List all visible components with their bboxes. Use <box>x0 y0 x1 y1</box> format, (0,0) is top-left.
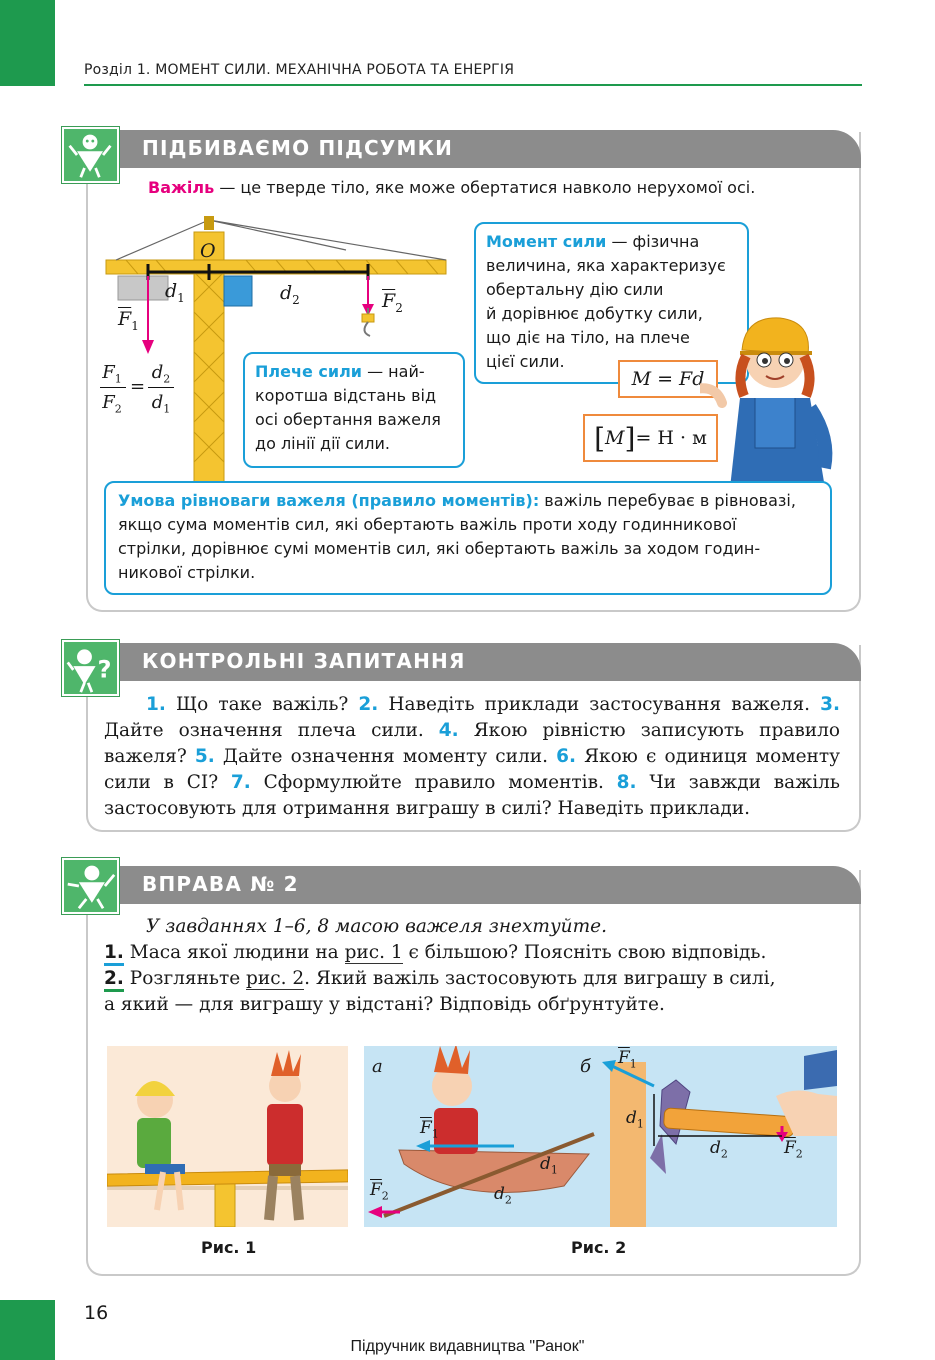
hammer-F1-letter: $\overline{F}$ <box>618 1048 630 1068</box>
summary-title: ПІДБИВАЄМО ПІДСУМКИ <box>142 136 454 160</box>
question-1-text: Що таке важіль? <box>165 694 359 715</box>
ratio-den-right: d <box>151 392 164 413</box>
questions-header <box>118 643 861 681</box>
fig2-hammer-d1 <box>626 1108 644 1130</box>
task-1-text-b: є більшою? Поясніть свою відповідь. <box>402 942 767 963</box>
task-1-text-a: Маса якої людини на <box>123 942 345 963</box>
equilibrium-rule-box <box>104 481 832 595</box>
task-2-number: 2. <box>104 968 124 992</box>
moment-line-3: й дорівнює добутку сили, <box>486 304 703 323</box>
question-5-text: Дайте означення моменту сили. <box>214 746 557 767</box>
d2-letter: d <box>280 282 293 304</box>
crane-label-F2 <box>382 290 403 315</box>
exercise-title: ВПРАВА № 2 <box>142 872 299 896</box>
question-4-number: 4. <box>438 720 459 741</box>
lever-ratio-formula <box>100 362 180 422</box>
crane-label-O: O <box>200 240 216 262</box>
exercise-header <box>118 866 861 904</box>
F1-sub: 1 <box>131 318 139 333</box>
figure-2b-label: б <box>580 1056 591 1077</box>
F2-letter: $\overline{F}$ <box>382 290 396 312</box>
F2-sub: 2 <box>395 300 403 315</box>
hammer-d1-sub: 1 <box>636 1117 644 1131</box>
equilibrium-line-3: никової стрілки. <box>118 563 256 582</box>
fig2-hammer-F1 <box>618 1048 637 1070</box>
hammer-d2-sub: 2 <box>720 1147 728 1161</box>
arm-term: Плече сили <box>255 362 362 381</box>
exercise-task-2-cont: а який — для виграшу у відстані? Відповідь обґрунтуйте. <box>104 994 665 1015</box>
fig2-hammer-d2 <box>710 1138 728 1160</box>
moment-unit-box <box>583 414 718 462</box>
fig2-boat-d1 <box>540 1154 558 1176</box>
moment-formula-box: M = Fd <box>618 360 718 398</box>
exercise-mascot-icon <box>62 858 119 914</box>
question-3-number: 3. <box>820 694 840 715</box>
publisher-footer: Підручник видавництва "Ранок" <box>350 1338 585 1355</box>
boat-d1-letter: d <box>540 1154 551 1174</box>
fig2-boat-d2 <box>494 1184 512 1206</box>
questions-title: КОНТРОЛЬНІ ЗАПИТАННЯ <box>142 649 466 673</box>
fig2-boat-F1 <box>420 1118 439 1140</box>
F1-letter: $\overline{F}$ <box>118 308 132 330</box>
summary-header <box>118 130 861 168</box>
figure-2-caption: Рис. 2 <box>571 1238 627 1257</box>
boat-F2-sub: 2 <box>381 1189 389 1203</box>
d1-sub: 1 <box>177 290 185 305</box>
questions-text <box>104 692 840 822</box>
question-6-number: 6. <box>556 746 576 767</box>
task-2-fig-ref[interactable]: рис. 2 <box>246 968 305 989</box>
question-7-number: 7. <box>230 772 251 793</box>
exercise-intro: У завданнях 1–6, 8 масою важеля знехтуйте. <box>146 916 607 937</box>
ratio-num-left: F <box>102 362 115 383</box>
task-2-text-b: . Який важіль застосовують для виграшу в силі, <box>304 968 776 989</box>
boat-d2-sub: 2 <box>504 1193 512 1207</box>
lever-definition <box>148 176 755 200</box>
ratio-num-right: d <box>151 362 164 383</box>
figure-2a-label: а <box>372 1056 383 1077</box>
question-1-number: 1. <box>146 694 166 715</box>
exercise-task-2 <box>104 966 840 992</box>
crane-label-d2 <box>280 282 300 307</box>
engineer-girl-illustration <box>700 298 855 488</box>
hammer-F1-sub: 1 <box>629 1057 637 1071</box>
crane-label-d1 <box>165 280 185 305</box>
question-7-text: Сформулюйте правило моментів. <box>250 772 617 793</box>
question-6-text: Якою є одиниця моменту сили в СІ? <box>104 746 840 793</box>
moment-line-0: — фізична <box>606 232 700 251</box>
header-rule <box>84 84 862 86</box>
question-5-number: 5. <box>194 746 215 767</box>
ratio-den-left-sub: 2 <box>114 402 122 416</box>
task-2-text-a: Розгляньте <box>123 968 247 989</box>
summary-mascot-icon <box>62 127 119 183</box>
crane-label-F1 <box>118 308 139 333</box>
running-head: Розділ 1. МОМЕНТ СИЛИ. МЕХАНІЧНА РОБОТА ТА ЕНЕРГІЯ <box>84 62 515 78</box>
ratio-num-left-sub: 1 <box>114 372 122 386</box>
task-1-fig-ref[interactable]: рис. 1 <box>344 942 403 963</box>
fig2-hammer-F2 <box>784 1138 803 1160</box>
d2-sub: 2 <box>292 292 300 307</box>
equilibrium-term: Умова рівноваги важеля (правило моментів): <box>118 491 540 510</box>
figure-1-caption: Рис. 1 <box>201 1238 257 1257</box>
moment-line-2: обертальну дію сили <box>486 280 664 299</box>
boat-F1-sub: 1 <box>431 1127 439 1141</box>
question-2-number: 2. <box>358 694 379 715</box>
bracket-left: [ <box>594 421 606 455</box>
arm-line-0: — най- <box>362 362 425 381</box>
top-green-tab <box>0 0 55 86</box>
ratio-den-left: F <box>102 392 115 413</box>
hammer-d1-letter: d <box>626 1108 637 1128</box>
ratio-den-right-sub: 1 <box>163 402 171 416</box>
figure-1-seesaw <box>107 1046 348 1227</box>
moment-line-5: цієї сили. <box>486 352 565 371</box>
page-number: 16 <box>84 1302 109 1324</box>
equilibrium-line-1: якщо сума моментів сил, які обертають важіль проти ходу годинникової <box>118 515 737 534</box>
unit-rest: = Н · м <box>635 427 707 449</box>
arm-of-force-box <box>243 352 465 468</box>
moment-line-4: що діє на тіло, на плече <box>486 328 690 347</box>
moment-line-1: величина, яка характеризує <box>486 256 726 275</box>
task-1-number: 1. <box>104 942 124 966</box>
arm-line-3: до лінії дії сили. <box>255 434 390 453</box>
lever-def-text: — це тверде тіло, яке може обертатися навколо нерухомої осі. <box>214 178 756 197</box>
equilibrium-line-2: стрілки, дорівнює сумі моментів сил, які обертають важіль за ходом годин- <box>118 539 761 558</box>
arm-line-1: коротша відстань від <box>255 386 437 405</box>
ratio-num-right-sub: 2 <box>163 372 171 386</box>
arm-line-2: осі обертання важеля <box>255 410 441 429</box>
question-2-text: Наведіть приклади застосування важеля. <box>378 694 821 715</box>
moment-term: Момент сили <box>486 232 607 251</box>
hammer-F2-letter: $\overline{F}$ <box>784 1138 796 1158</box>
d1-letter: d <box>165 280 178 302</box>
svg-text:?: ? <box>97 655 112 684</box>
fig2-boat-F2 <box>370 1180 389 1202</box>
boat-d2-letter: d <box>494 1184 505 1204</box>
equilibrium-line-0: важіль перебуває в рівновазі, <box>539 491 796 510</box>
questions-mascot-icon <box>62 640 119 696</box>
exercise-task-1 <box>104 940 840 966</box>
question-3-text: Дайте означення плеча сили. <box>104 720 439 741</box>
question-8-number: 8. <box>616 772 637 793</box>
lever-term: Важіль <box>148 178 215 197</box>
ratio-equals: = <box>130 376 146 397</box>
question-8-text: Чи завжди важіль застосовують для отримання виграшу в силі? Наведіть приклади. <box>104 772 840 819</box>
boat-F1-letter: $\overline{F}$ <box>420 1118 432 1138</box>
question-4-text: Якою рівністю записують правило важеля? <box>104 720 841 767</box>
bracket-right: ] <box>624 421 636 455</box>
hammer-F2-sub: 2 <box>795 1147 803 1161</box>
hammer-d2-letter: d <box>710 1138 721 1158</box>
boat-F2-letter: $\overline{F}$ <box>370 1180 382 1200</box>
boat-d1-sub: 1 <box>550 1163 558 1177</box>
unit-M: M <box>605 427 625 449</box>
